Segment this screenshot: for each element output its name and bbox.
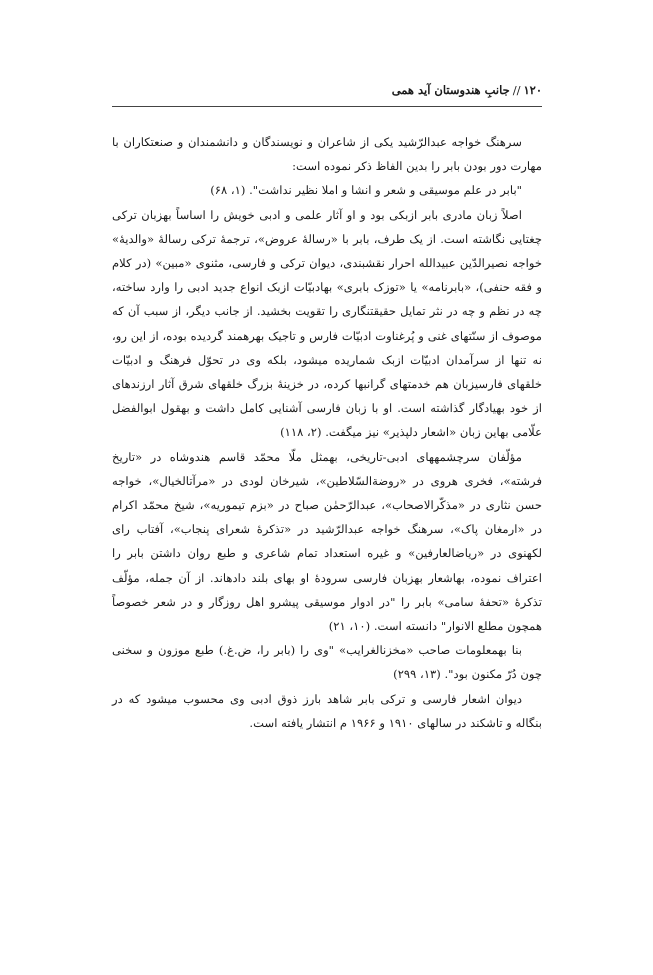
body-text: [112, 130, 542, 735]
running-header: [112, 82, 542, 98]
paragraph-1: سرهنگ خواجه عبدالرّشید یکی از شاعران و نویسندگان و دانشمندان و صنعتکاران با مهارت دور بودن بابر را بدین الفاظ ذکر نموده است:: [112, 135, 542, 174]
paragraph-3: اصلاً زبان مادری بابر ازبکی بود و او آثار علمی و ادبی خویش را اساساً بهزبان ترکی چغتایی نگاشته است. از یک طرف، بابر با «رسالۀ عروض»، ترجمۀ ترکی رسالۀ «والدیۀ» خواجه نصیرالدّین عبیدالله احرار نقشبندی، دیوان ترکی و فارسی، مثنوی «مبین» (در کلام و فقه حنفی)، «بابرنامه» یا «توزک بابری» بهادبیّات ازبک انواع جدید ادبی را وارد ساخته، چه در نظم و چه در نثر تمایل حقیقتنگاری را تقویت بخشید. از جانب دیگر، از سبب آن که موصوف از سنّتهای غنی و پُرغناوت ادبیّات فارس و تاجیک بهرهمند گردیده بوده، از این رو، نه تنها از سرآمدان ادبیّات ازبک شماریده میشود، بلکه وی در تحوّل فرهنگ و ادبیّات خلقهای فارسیزبان هم خدمتهای گرانبها کرده، در خزینۀ بزرگ خلقهای شرق آثار ارزندهای از خود بهیادگار گذاشته است. او با زبان فارسی آشنایی کامل داشت و بهقول ابوالفضل علّامی بهاین زبان «اشعار دلپذیر» نیز میگفت. (۲، ۱۱۸): [112, 207, 542, 440]
paragraph-4: مؤلّفان سرچشمههای ادبی-تاریخی، بهمثل ملّا محمّد قاسم هندوشاه در «تاریخ فرشته»، فخری هروی در «روضةالسّلاطین»، شیرخان لودی در «مرآتالخیال»، خواجه حسن نثاری در «مذکّرالاصحاب»، عبدالرّحمٰن صباح در «بزم تیموریه»، شیخ محمّد اکرام در «ارمغان پاک»، سرهنگ خواجه عبدالرّشید در «تذکرۀ شعرای پنجاب»، آفتاب رای لکهنوی در «ریاضالعارفین» و غیره استعداد تمام شاعری و طبع روان داشتن بابر را اعتراف نموده، بهاشعار بهزبان فارسی سرودۀ او بهای بلند دادهاند. از آن جمله، مؤلّف تذکرۀ «تحفۀ سامی» بابر را "در ادوار موسیقی پیشرو اهل روزگار و در شعر خصوصاً همچون مطلع الانوار" دانسته است. (۱۰، ۲۱): [112, 449, 542, 634]
header-divider: [112, 106, 542, 107]
header-separator: //: [512, 83, 521, 97]
paragraph-2-quote: "بابر در علم موسیقی و شعر و انشا و املا نظیر نداشت". (۱، ۶۸): [210, 183, 522, 198]
paragraph-6: دیوان اشعار فارسی و ترکی بابر شاهد بارز ذوق ادبی وی محسوب میشود که در بنگاله و تاشکند در سالهای ۱۹۱۰ و ۱۹۶۶ م انتشار یافته است.: [112, 691, 542, 730]
page-number: ۱۲۰: [523, 83, 542, 97]
running-title: جانبِ هندوستان آید همی: [391, 83, 510, 97]
paragraph-5: بنا بهمعلومات صاحب «مخزنالغرایب» "وی را (بابر را، ض.غ.) طبع موزون و سخنی چون دُرّ مکنون بود". (۱۳، ۲۹۹): [112, 643, 542, 682]
